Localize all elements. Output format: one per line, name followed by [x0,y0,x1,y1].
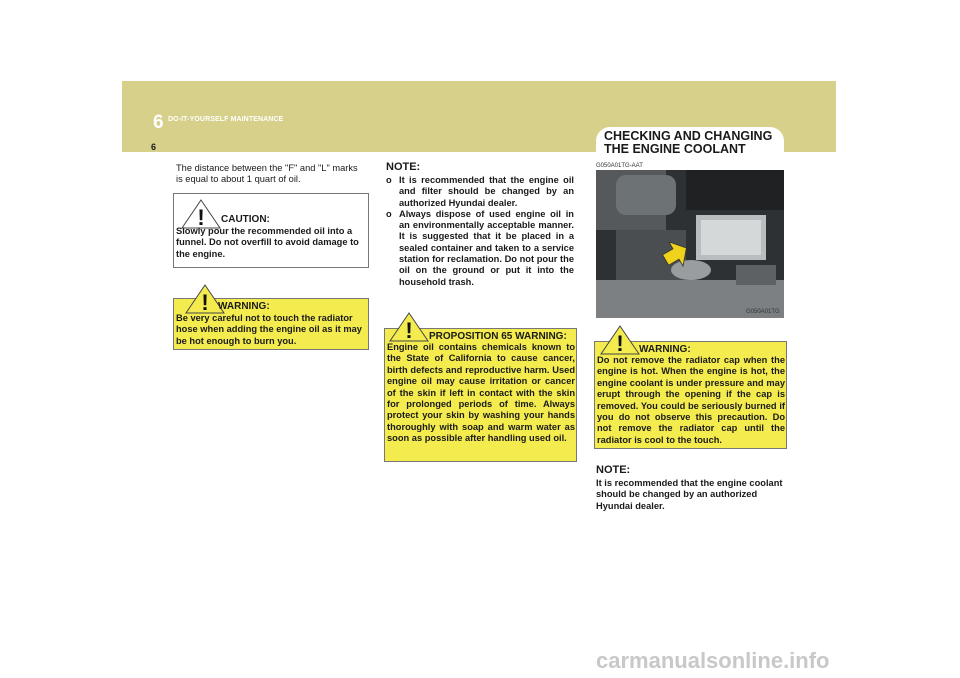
coolant-note-title: NOTE: [596,464,631,476]
svg-text:!: ! [405,318,413,342]
watermark: carmanualsonline.info [596,648,830,673]
chapter-number: 6 [153,112,164,133]
warning-triangle-icon [389,312,429,342]
page-number: 6 [151,142,157,152]
note-title: NOTE: [386,161,421,173]
section-title [604,130,772,156]
section-title-line1: CHECKING AND CHANGING [604,129,773,143]
photo-caption: G050A01TG [746,309,780,315]
warning-box-radiator-hose [173,290,369,350]
caution-title: CAUTION: [221,214,270,225]
note-item [386,175,574,209]
note-bullet: o [386,175,392,185]
note-item-text: It is recommended that the engine oil and filter should be changed by an authorized Hyundai dealer. [399,175,574,208]
warning-body: Do not remove the radiator cap when the engine is hot. When the engine is hot, the engine coolant is under pressure and may erupt through the opening if the cap is removed. You could be seriously burned if you do not observe this precaution. Do not remove the radiator cap until the radiator is cool to the touch. [597,355,785,445]
prop65-body: Engine oil contains chemicals known to the State of California to cause cancer, birth defects and reproductive harm. Used engine oil may cause irritation or cancer of the skin if left in contact with the skin for prolonged periods of time. Always protect your skin by washing your hands thoroughly with soap and warm water as soon as possible after handling used oil. [387,342,575,444]
intro-text: The distance between the "F" and "L" marks is equal to about 1 quart of oil. [176,163,358,185]
photo-code: G050A01TG-AAT [596,163,643,169]
caution-body: Slowly pour the recommended oil into a funnel. Do not overfill to avoid damage to the engine. [176,226,359,259]
warning-triangle-icon [181,199,221,229]
warning-box-radiator-cap [594,331,787,449]
note-bullet: o [386,208,392,219]
note-item-text: Always dispose of used engine oil in an environmentally acceptable manner. It is suggested that it be placed in a sealed container and taken to a service station for reclamation. Do not pour the oil on the ground or put it into the household trash. [399,208,574,287]
prop65-warning-box [384,318,577,462]
caution-box [173,193,369,268]
warning-triangle-icon [600,325,640,355]
warning-title: WARNING: [218,301,270,312]
coolant-note-body: It is recommended that the engine coolant should be changed by an authorized Hyundai dealer. [596,478,783,511]
engine-bay-photo [596,170,784,318]
note-list [386,175,574,288]
svg-text:!: ! [616,331,624,355]
engine-bay-illustration [596,170,784,318]
section-title-line2: THE ENGINE COOLANT [604,142,746,156]
warning-body: Be very careful not to touch the radiator hose when adding the engine oil as it may be hot enough to burn you. [176,313,362,346]
note-item [386,209,574,288]
svg-text:!: ! [201,290,209,314]
warning-title: WARNING: [639,344,691,355]
chapter-title: DO-IT-YOURSELF MAINTENANCE [168,116,284,123]
margin-band [122,152,154,522]
prop65-title: PROPOSITION 65 WARNING: [429,331,567,342]
svg-text:!: ! [197,205,205,229]
